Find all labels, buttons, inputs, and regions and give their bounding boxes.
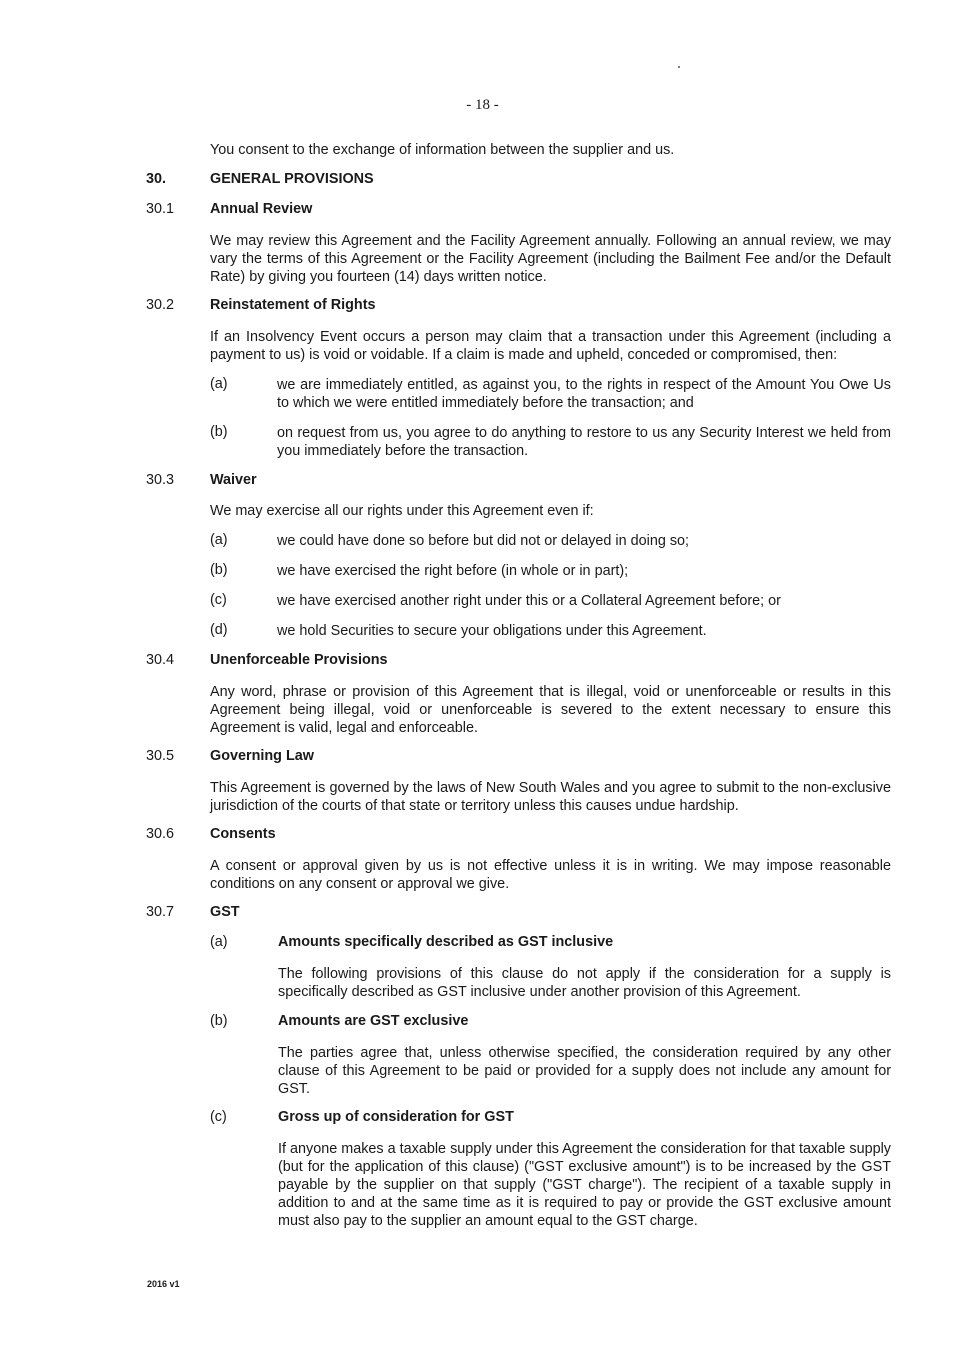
clause-title: Consents xyxy=(210,826,276,842)
intro-paragraph: You consent to the exchange of information between the supplier and us. xyxy=(210,142,675,158)
subclause-title: Gross up of consideration for GST xyxy=(278,1109,514,1125)
clause-body: A consent or approval given by us is not effective unless it is in writing. We may impose reasonable conditions on any consent or approval we give. xyxy=(210,858,891,892)
section-number: 30. xyxy=(146,171,167,187)
clause-number: 30.6 xyxy=(146,826,175,842)
list-letter: (c) xyxy=(210,592,227,608)
clause-body: This Agreement is governed by the laws of New South Wales and you agree to submit to the non-exclusive jurisdiction of the courts of that state or territory unless this causes undue hardship. xyxy=(210,780,891,814)
clause-body: We may review this Agreement and the Facility Agreement annually. Following an annual review, we may vary the terms of this Agreement or the Facility Agreement (including the Bailment Fee and/or the Default Rate) by giving you fourteen (14) days written notice. xyxy=(210,233,891,285)
list-letter: (b) xyxy=(210,1013,228,1029)
list-letter: (a) xyxy=(210,532,228,548)
list-letter: (b) xyxy=(210,562,228,578)
clause-body: If an Insolvency Event occurs a person may claim that a transaction under this Agreement (including a payment to us) is void or voidable. If a claim is made and upheld, conceded or compromised, then: xyxy=(210,329,891,363)
list-letter: (c) xyxy=(210,1109,227,1125)
clause-body: We may exercise all our rights under this Agreement even if: xyxy=(210,503,594,519)
clause-number: 30.7 xyxy=(146,904,175,920)
clause-title: Annual Review xyxy=(210,201,313,217)
list-item: we have exercised another right under this or a Collateral Agreement before; or xyxy=(277,593,781,609)
clause-number: 30.4 xyxy=(146,652,175,668)
clause-body: Any word, phrase or provision of this Agreement that is illegal, void or unenforceable or results in this Agreement being illegal, void or unenforceable is severed to the extent necessary to ensure this Agreement is valid, legal and enforceable. xyxy=(210,684,891,736)
clause-number: 30.1 xyxy=(146,201,175,217)
list-item: we hold Securities to secure your obligations under this Agreement. xyxy=(277,623,707,639)
section-title: GENERAL PROVISIONS xyxy=(210,171,374,187)
clause-title: Unenforceable Provisions xyxy=(210,652,388,668)
list-letter: (a) xyxy=(210,934,228,950)
list-letter: (d) xyxy=(210,622,228,638)
subclause-title: Amounts are GST exclusive xyxy=(278,1013,469,1029)
list-item: we are immediately entitled, as against you, to the rights in respect of the Amount You Owe Us to which we were entitled immediately before the transaction; and xyxy=(277,377,891,411)
subclause-body: The parties agree that, unless otherwise specified, the consideration required by any other clause of this Agreement to be paid or provided for a supply does not include any amount for GST. xyxy=(278,1045,891,1097)
list-item: we have exercised the right before (in whole or in part); xyxy=(277,563,629,579)
subclause-title: Amounts specifically described as GST inclusive xyxy=(278,934,614,950)
clause-number: 30.2 xyxy=(146,297,175,313)
clause-title: Governing Law xyxy=(210,748,314,764)
clause-number: 30.3 xyxy=(146,472,175,488)
subclause-body: The following provisions of this clause do not apply if the consideration for a supply is specifically described as GST inclusive under another provision of this Agreement. xyxy=(278,966,891,1000)
footer-version: 2016 v1 xyxy=(147,1279,180,1289)
list-letter: (a) xyxy=(210,376,228,392)
clause-title: Reinstatement of Rights xyxy=(210,297,376,313)
page-number: - 18 - xyxy=(466,97,499,113)
speck-mark xyxy=(678,66,680,68)
subclause-body: If anyone makes a taxable supply under this Agreement the consideration for that taxable supply (but for the application of this clause) ("GST exclusive amount") is to be increased by the GST payable by the supplier on that supply ("GST charge"). The recipient of a taxable supply in addition to and at the same time as it is required to pay or provide the GST exclusive amount must also pay to the supplier an amount equal to the GST charge. xyxy=(278,1141,891,1229)
list-letter: (b) xyxy=(210,424,228,440)
clause-title: GST xyxy=(210,904,240,920)
list-item: on request from us, you agree to do anything to restore to us any Security Interest we held from you immediately before the transaction. xyxy=(277,425,891,459)
clause-title: Waiver xyxy=(210,472,257,488)
clause-number: 30.5 xyxy=(146,748,175,764)
list-item: we could have done so before but did not or delayed in doing so; xyxy=(277,533,690,549)
